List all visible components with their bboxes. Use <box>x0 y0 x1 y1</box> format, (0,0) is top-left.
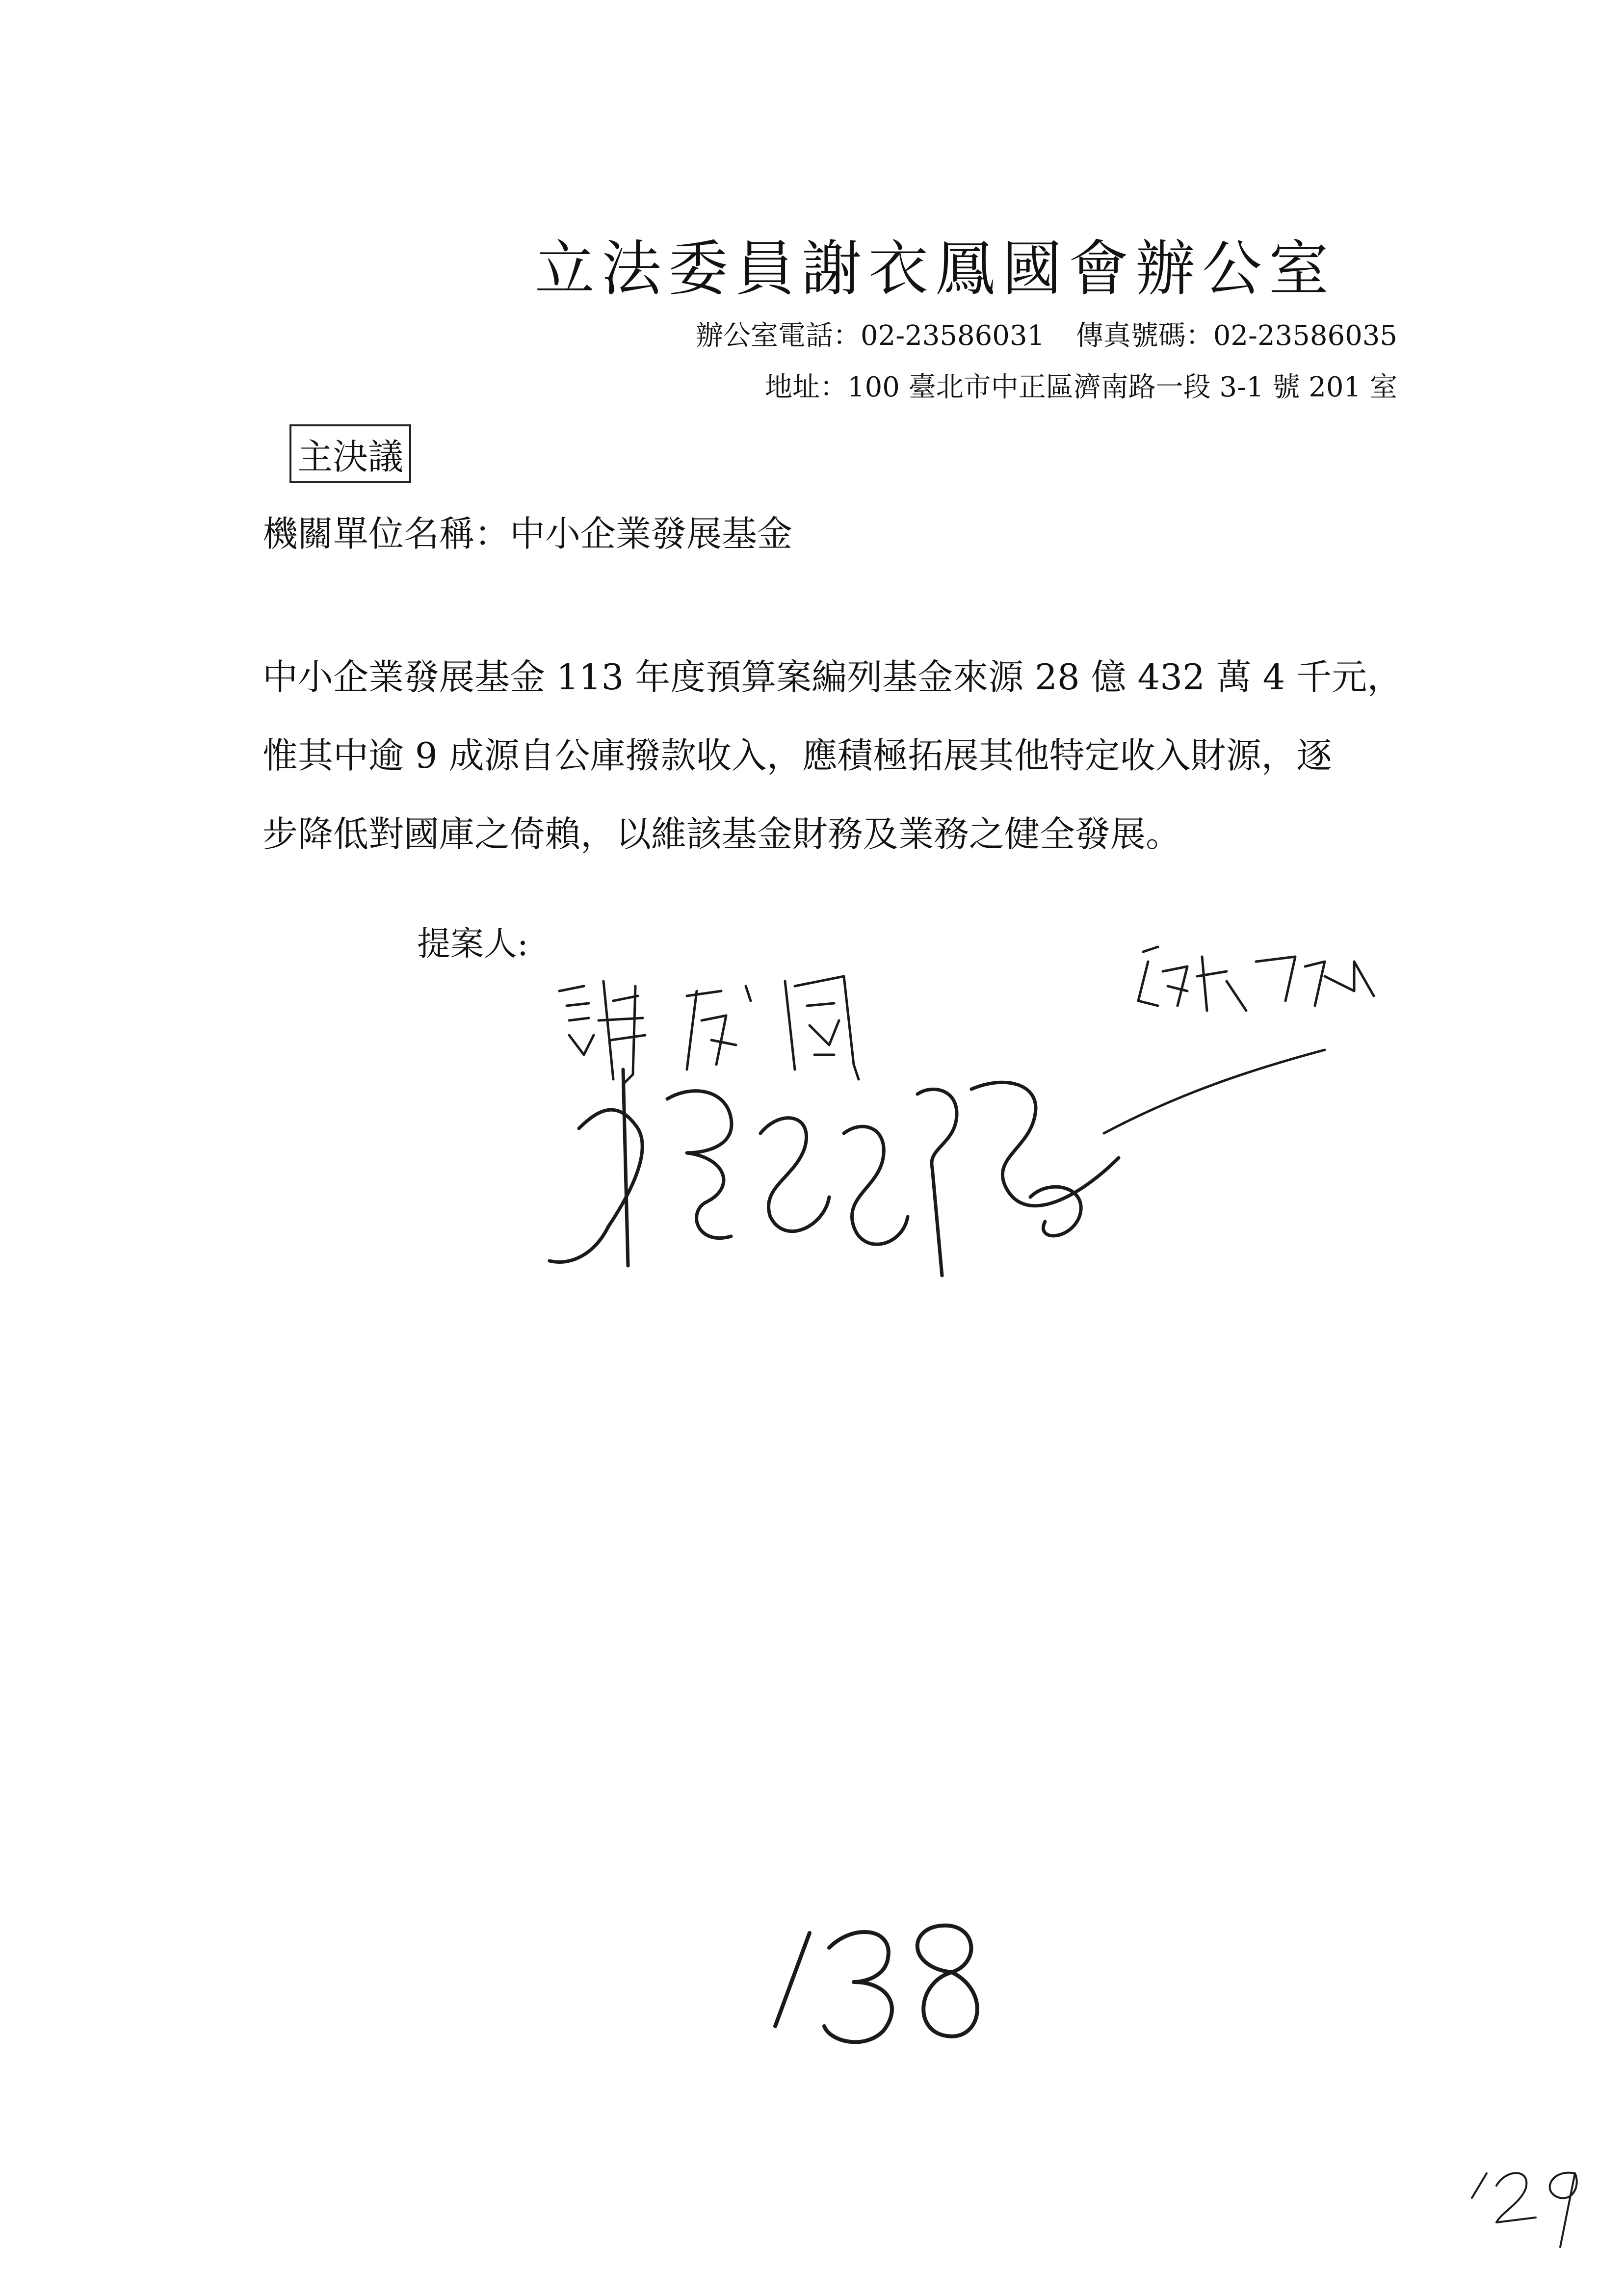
signature-2 <box>1138 947 1374 1011</box>
fax-label: 傳真號碼： <box>1075 320 1213 352</box>
corner-page-number <box>1452 2139 1590 2252</box>
address-value: 100 臺北市中正區濟南路一段 3-1 號 201 室 <box>847 371 1397 403</box>
office-title: 立法委員謝衣鳳國會辦公室 <box>535 234 1336 304</box>
phone-label: 辦公室電話： <box>695 320 861 352</box>
handwritten-page-number <box>746 1913 1001 2051</box>
body-line: 中小企業發展基金 113 年度預算案編列基金來源 28 億 432 萬 4 千元， <box>262 656 1403 698</box>
signatures-block <box>540 922 1472 1437</box>
contact-phone-fax-line <box>696 314 1397 353</box>
signature-1 <box>559 976 859 1084</box>
agency-name: 中小企業發展基金 <box>510 513 793 554</box>
body-line: 惟其中逾 9 成源自公庫撥款收入，應積極拓展其他特定收入財源，逐 <box>262 735 1332 776</box>
fax-number: 02-23586035 <box>1213 320 1397 352</box>
contact-address-line <box>765 365 1397 405</box>
proposer-label: 提案人: <box>417 925 528 964</box>
motion-body <box>262 638 1403 873</box>
address-label: 地址： <box>765 371 848 403</box>
signature-3 <box>550 1050 1325 1276</box>
body-line: 步降低對國庫之倚賴，以維該基金財務及業務之健全發展。 <box>262 813 1181 855</box>
motion-type-box: 主決議 <box>289 424 411 483</box>
phone-number: 02-23586031 <box>860 320 1045 352</box>
agency-label: 機關單位名稱： <box>262 513 510 554</box>
agency-line <box>262 505 792 556</box>
